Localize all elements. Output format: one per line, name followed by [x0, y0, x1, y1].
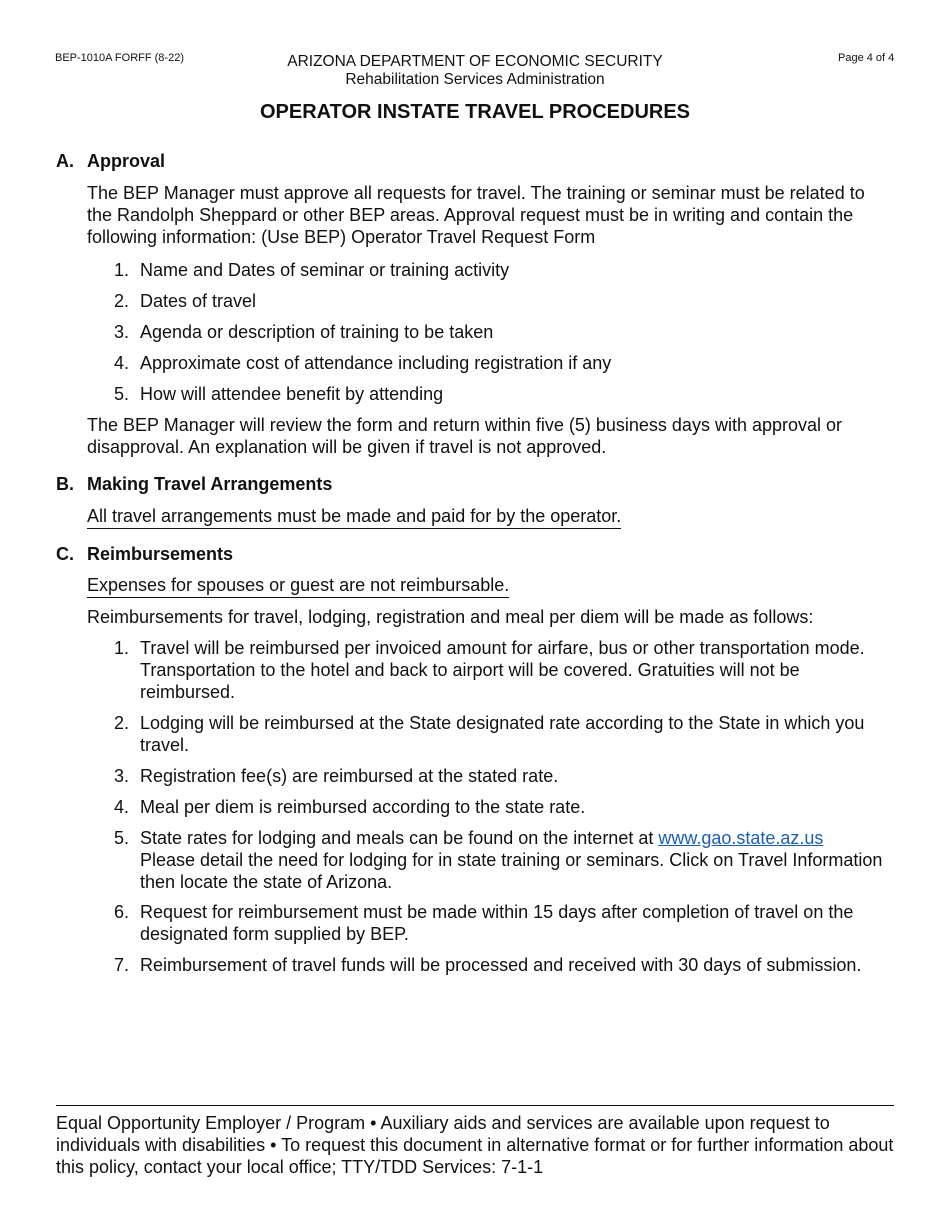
list-item [114, 712, 889, 756]
list-item [114, 796, 889, 818]
section-title: Making Travel Arrangements [87, 474, 333, 494]
item-text: Approximate cost of attendance including registration if any [140, 353, 612, 373]
item-number: 4. [114, 797, 130, 817]
list-item [114, 637, 889, 703]
item-number: 1. [114, 638, 130, 658]
list-item [114, 352, 889, 374]
item-number: 2. [114, 713, 130, 733]
list-item [114, 765, 889, 787]
page-number: Page 4 of 4 [838, 52, 895, 64]
item-number: 4. [114, 353, 130, 373]
section-a-closing: The BEP Manager will review the form and return within five (5) business days with approval or disapproval. An explanation will be given if travel is not approved. [87, 415, 843, 457]
list-item [114, 954, 889, 976]
section-title: Reimbursements [87, 544, 234, 564]
item-text: Name and Dates of seminar or training activity [140, 260, 510, 280]
item-number: 1. [114, 260, 130, 280]
page-title: OPERATOR INSTATE TRAVEL PROCEDURES [259, 101, 691, 123]
item-text: Travel will be reimbursed per invoiced amount for airfare, bus or other transportation mode. Transportation to the hotel and back to airport will be covered. Gratuities will not be reimbursed. [140, 638, 865, 702]
section-c-heading [56, 543, 233, 565]
item-text-after: Please detail the need for lodging for in state training or seminars. Click on Travel Information then locate the state of Arizona. [140, 850, 883, 892]
item-text: Agenda or description of training to be taken [140, 322, 494, 342]
list-item [114, 827, 889, 893]
section-a-heading [56, 150, 165, 172]
section-letter: B. [56, 474, 74, 494]
item-text [140, 827, 889, 893]
item-text: Meal per diem is reimbursed according to the state rate. [140, 797, 586, 817]
list-item [114, 383, 889, 405]
item-text: How will attendee benefit by attending [140, 384, 444, 404]
list-item [114, 290, 889, 312]
list-item [114, 321, 889, 343]
item-text: Request for reimbursement must be made within 15 days after completion of travel on the designated form supplied by BEP. [140, 902, 854, 944]
section-letter: A. [56, 151, 74, 171]
item-number: 3. [114, 322, 130, 342]
underlined-text: All travel arrangements must be made and paid for by the operator. [87, 505, 621, 529]
section-c-note [87, 574, 887, 598]
item-number: 5. [114, 384, 130, 404]
list-item [114, 259, 889, 281]
footer-text: Equal Opportunity Employer / Program • Auxiliary aids and services are available upon request to individuals with disabilities • To request this document in alternative format or for further information about this policy, contact your local office; TTY/TDD Services: 7-1-1 [56, 1113, 894, 1177]
item-number: 3. [114, 766, 130, 786]
item-text: Lodging will be reimbursed at the State designated rate according to the State in which you travel. [140, 713, 865, 755]
item-number: 6. [114, 902, 130, 922]
item-text-before: State rates for lodging and meals can be found on the internet at [140, 828, 659, 848]
gao-website-link[interactable]: www.gao.state.az.us [658, 828, 824, 848]
section-a-intro: The BEP Manager must approve all requests for travel. The training or seminar must be related to the Randolph Sheppard or other BEP areas. Approval request must be in writing and contain the following information: (Use BEP) Operator Travel Request Form [87, 183, 865, 247]
footer-divider [56, 1105, 894, 1106]
form-id: BEP-1010A FORFF (8-22) [55, 52, 184, 64]
item-number: 7. [114, 955, 130, 975]
section-c-intro: Reimbursements for travel, lodging, registration and meal per diem will be made as follows: [87, 607, 814, 627]
section-letter: C. [56, 544, 74, 564]
item-text: Dates of travel [140, 291, 257, 311]
item-text: Reimbursement of travel funds will be processed and received with 30 days of submission. [140, 955, 862, 975]
item-number: 5. [114, 828, 130, 848]
section-b-text [87, 505, 887, 529]
item-text: Registration fee(s) are reimbursed at the stated rate. [140, 766, 559, 786]
list-item [114, 901, 889, 945]
section-b-heading [56, 473, 332, 495]
item-number: 2. [114, 291, 130, 311]
section-title: Approval [87, 151, 166, 171]
agency-name: ARIZONA DEPARTMENT OF ECONOMIC SECURITY [287, 53, 663, 70]
underlined-text: Expenses for spouses or guest are not reimbursable. [87, 574, 509, 598]
division-name: Rehabilitation Services Administration [345, 71, 605, 88]
